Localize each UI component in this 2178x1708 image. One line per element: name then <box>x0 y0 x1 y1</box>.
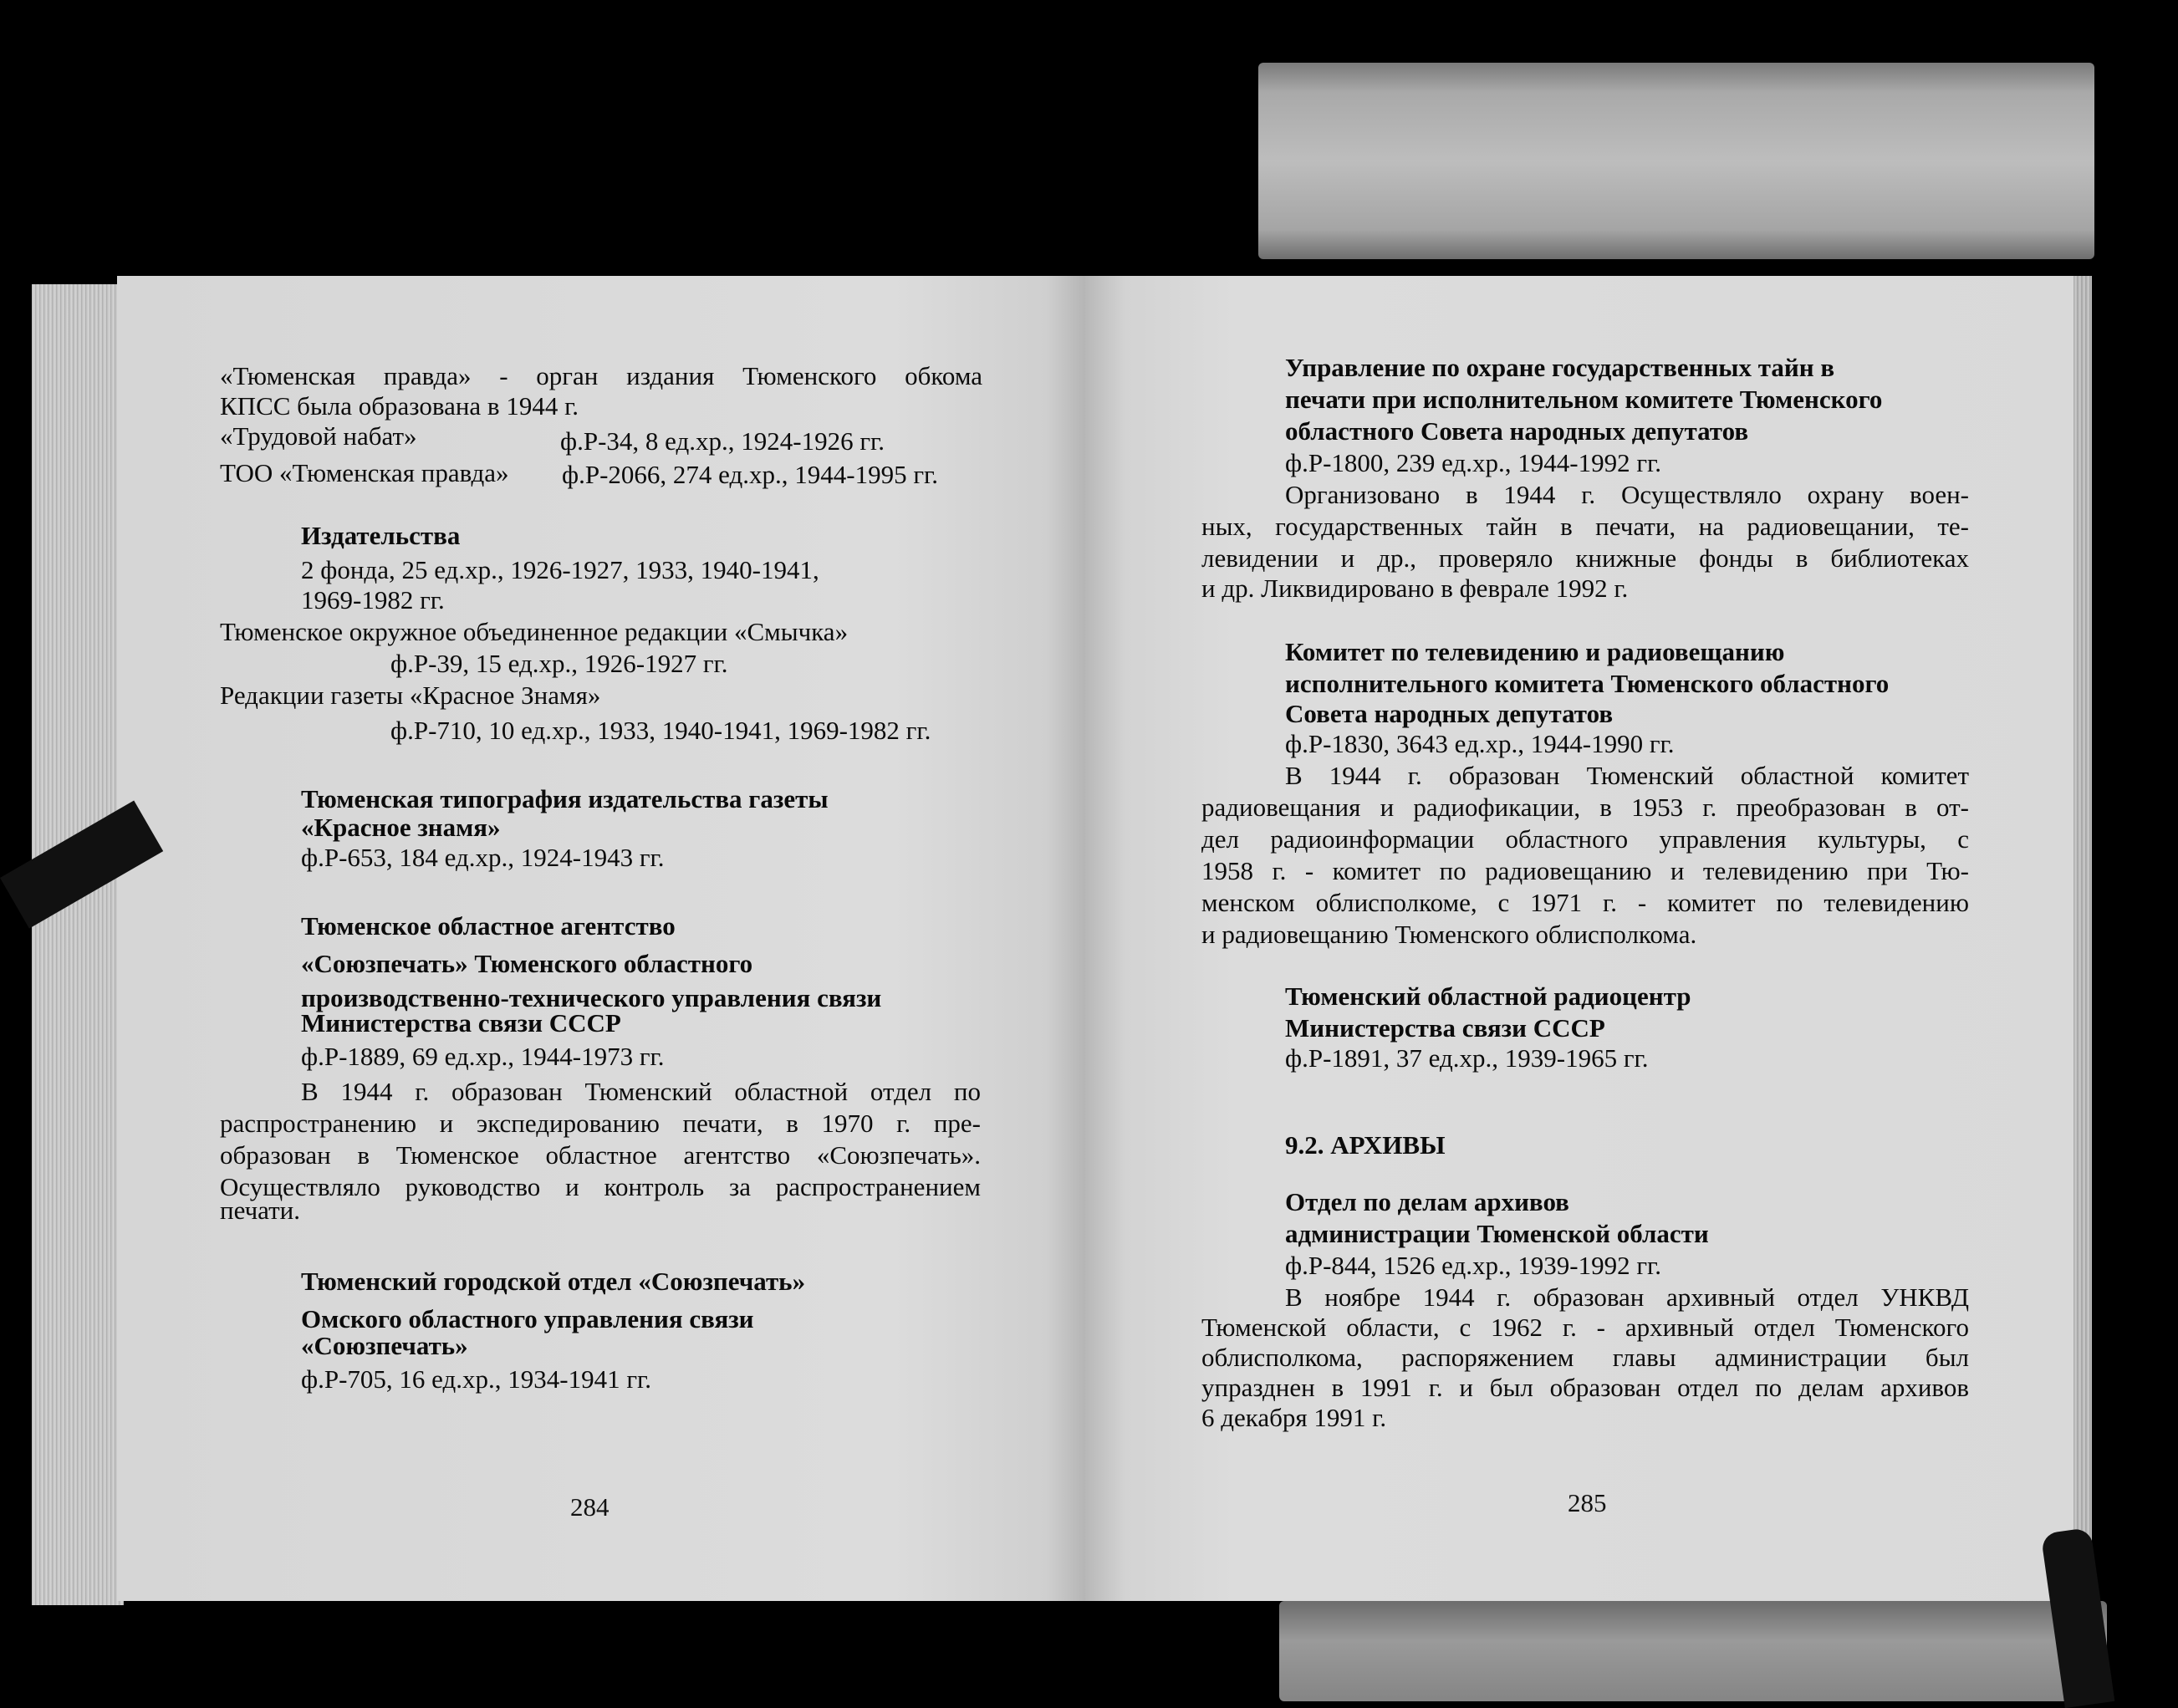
text-line: менском облисполкоме, с 1971 г. - комитет по телевидению <box>1201 888 1969 917</box>
section-title: 9.2. АРХИВЫ <box>1285 1130 1446 1160</box>
text-line: «Тюменская правда» - орган издания Тюменского обкома <box>220 361 982 390</box>
section-heading: «Союзпечать» <box>301 1331 468 1360</box>
section-heading: Тюменский областной радиоцентр <box>1285 981 1691 1011</box>
text-line: 6 декабря 1991 г. <box>1201 1403 1387 1432</box>
section-heading: Тюменский городской отдел «Союзпечать» <box>301 1267 806 1296</box>
text-line: упразднен в 1991 г. и был образован отдел по делам архивов <box>1201 1373 1969 1402</box>
section-heading: Омского областного управления связи <box>301 1304 754 1333</box>
page-number-right: 285 <box>1568 1488 1607 1517</box>
page-edges-left <box>32 284 124 1605</box>
text-line: 2 фонда, 25 ед.хр., 1926-1927, 1933, 1940-1941, <box>301 555 819 584</box>
text-line: Тюменское окружное объединенное редакции «Смычка» <box>220 617 849 646</box>
text-line: ф.Р-653, 184 ед.хр., 1924-1943 гг. <box>301 843 665 872</box>
section-heading: Министерства связи СССР <box>1285 1013 1605 1043</box>
section-heading: Издательства <box>301 521 461 550</box>
section-heading: Управление по охране государственных тайн в <box>1285 353 1835 382</box>
text-line: 1969-1982 гг. <box>301 585 445 614</box>
page-edges-right <box>2073 276 2092 1601</box>
text-line: и радиовещанию Тюменского облисполкома. <box>1201 920 1697 949</box>
text-line: ных, государственных тайн в печати, на радиовещании, те- <box>1201 512 1969 541</box>
text-line: ф.Р-705, 16 ед.хр., 1934-1941 гг. <box>301 1364 652 1394</box>
section-heading: Отдел по делам архивов <box>1285 1187 1569 1216</box>
foam-block-top <box>1258 63 2094 259</box>
section-heading: администрации Тюменской области <box>1285 1219 1709 1248</box>
section-heading: исполнительного комитета Тюменского областного <box>1285 669 1890 698</box>
text-line: КПСС была образована в 1944 г. <box>220 391 579 421</box>
text-line: В ноябре 1944 г. образован архивный отдел УНКВД <box>1285 1282 1969 1312</box>
text-line: ф.Р-2066, 274 ед.хр., 1944-1995 гг. <box>562 460 939 489</box>
text-line: Осуществляло руководство и контроль за распространением <box>220 1172 981 1201</box>
text-line: ф.Р-844, 1526 ед.хр., 1939-1992 гг. <box>1285 1251 1662 1280</box>
section-heading: печати при исполнительном комитете Тюменского <box>1285 385 1883 414</box>
text-line: Редакции газеты «Красное Знамя» <box>220 681 601 710</box>
text-line: облисполкома, распоряжением главы администрации был <box>1201 1343 1969 1372</box>
text-line: Организовано в 1944 г. Осуществляло охрану воен- <box>1285 480 1969 509</box>
section-heading: Тюменское областное агентство <box>301 911 676 941</box>
text-line: ТОО «Тюменская правда» <box>220 458 509 487</box>
text-line: «Трудовой набат» <box>220 421 417 451</box>
section-heading: областного Совета народных депутатов <box>1285 416 1749 446</box>
text-line: 1958 г. - комитет по радиовещанию и телевидению при Тю- <box>1201 856 1969 885</box>
text-line: образован в Тюменское областное агентство «Союзпечать». <box>220 1140 981 1170</box>
page-number-left: 284 <box>570 1492 610 1522</box>
section-heading: Тюменская типография издательства газеты <box>301 784 829 813</box>
text-line: ф.Р-710, 10 ед.хр., 1933, 1940-1941, 1969-1982 гг. <box>390 716 931 745</box>
text-line: ф.Р-39, 15 ед.хр., 1926-1927 гг. <box>390 649 728 678</box>
text-line: ф.Р-1889, 69 ед.хр., 1944-1973 гг. <box>301 1042 665 1071</box>
text-line: распространению и экспедированию печати, в 1970 г. пре- <box>220 1109 981 1138</box>
section-heading: Совета народных депутатов <box>1285 699 1614 728</box>
book-cover-bottom <box>1279 1601 2107 1701</box>
text-line: левидении и др., проверяло книжные фонды в библиотеках <box>1201 543 1969 573</box>
text-line: ф.Р-1891, 37 ед.хр., 1939-1965 гг. <box>1285 1043 1649 1073</box>
text-line: дел радиоинформации областного управления культуры, с <box>1201 824 1969 854</box>
text-line: радиовещания и радиофикации, в 1953 г. преобразован в от- <box>1201 793 1969 822</box>
text-line: Тюменской области, с 1962 г. - архивный отдел Тюменского <box>1201 1313 1969 1342</box>
text-line: и др. Ликвидировано в феврале 1992 г. <box>1201 574 1629 603</box>
section-heading: «Союзпечать» Тюменского областного <box>301 949 753 978</box>
section-heading: Комитет по телевидению и радиовещанию <box>1285 637 1785 666</box>
text-line: ф.Р-1800, 239 ед.хр., 1944-1992 гг. <box>1285 448 1662 477</box>
section-heading: Министерства связи СССР <box>301 1008 621 1038</box>
text-line: В 1944 г. образован Тюменский областной отдел по <box>301 1077 981 1106</box>
text-line: ф.Р-34, 8 ед.хр., 1924-1926 гг. <box>560 426 885 456</box>
text-line: печати. <box>220 1196 301 1225</box>
text-line: ф.Р-1830, 3643 ед.хр., 1944-1990 гг. <box>1285 729 1675 758</box>
section-heading: производственно-технического управления связи <box>301 983 882 1012</box>
text-line: В 1944 г. образован Тюменский областной комитет <box>1285 761 1969 790</box>
section-heading: «Красное знамя» <box>301 813 501 842</box>
